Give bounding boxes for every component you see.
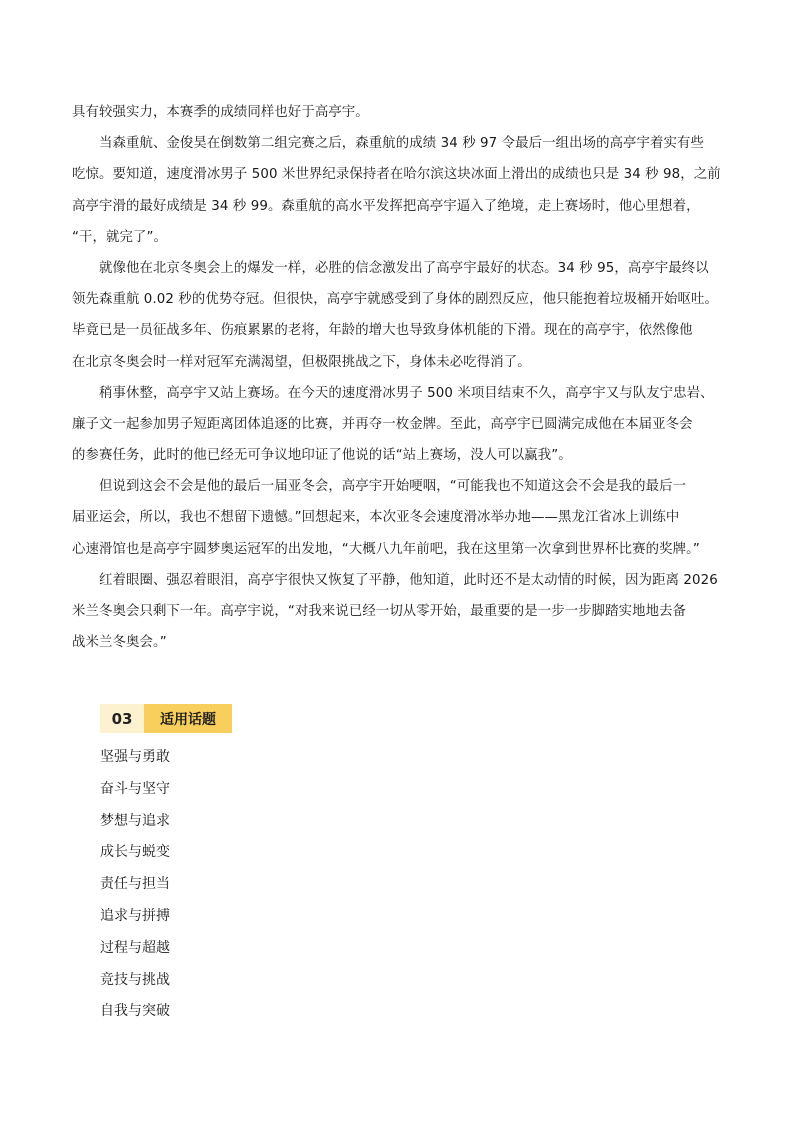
section-title: 适用话题 <box>144 704 232 733</box>
article-line: 心速滑馆也是高亭宇圆梦奥运冠军的出发地，“大概八九年前吧，我在这里第一次拿到世界杯比赛的奖牌。” <box>72 541 700 557</box>
topic-item: 梦想与追求 <box>100 812 170 829</box>
article-line: 高亭宇滑的最好成绩是 34 秒 99。森重航的高水平发挥把高亭宇逼入了绝境，走上赛场时，他心里想着， <box>72 198 700 214</box>
topic-item: 责任与担当 <box>100 876 170 893</box>
article-line: 届亚运会，所以，我也不想留下遗憾。”回想起来，本次亚冬会速度滑冰举办地——黑龙江省冰上训练中 <box>72 510 680 526</box>
article-line: 但说到这会不会是他的最后一届亚冬会，高亭宇开始哽咽，“可能我也不知道这会不会是我的最后一 <box>72 479 687 495</box>
topic-item: 奋斗与坚守 <box>100 780 170 797</box>
article-line: 廉子文一起参加男子短距离团体追逐的比赛，并再夺一枚金牌。至此，高亭宇已圆满完成他在本届亚冬会 <box>72 416 693 432</box>
article-line: 就像他在北京冬奥会上的爆发一样，必胜的信念激发出了高亭宇最好的状态。34 秒 95，高亭宇最终以 <box>72 260 709 276</box>
article-line: 具有较强实力，本赛季的成绩同样也好于高亭宇。 <box>72 105 369 120</box>
topic-item: 追求与拼搏 <box>100 907 170 924</box>
article-line: 毕竟已是一员征战多年、伤痕累累的老将，年龄的增大也导致身体机能的下滑。现在的高亭宇，依然像他 <box>72 323 693 339</box>
article-line: 的参赛任务，此时的他已经无可争议地印证了他说的话“站上赛场，没人可以赢我”。 <box>72 448 572 464</box>
topic-item: 过程与超越 <box>100 939 170 956</box>
topic-item: 坚强与勇敢 <box>100 749 170 765</box>
article-line: 红着眼圈、强忍着眼泪，高亭宇很快又恢复了平静，他知道，此时还不是太动情的时候，因为距离 2026 <box>72 572 718 588</box>
article-line: “干，就完了”。 <box>72 229 168 245</box>
topic-item: 自我与突破 <box>100 1003 170 1020</box>
article-line: 吃惊。要知道，速度滑冰男子 500 米世界纪录保持者在哈尔滨这块冰面上滑出的成绩也只是 34 秒 98，之前 <box>72 167 721 183</box>
article-line: 米兰冬奥会只剩下一年。高亭宇说，“对我来说已经一切从零开始，最重要的是一步一步脚踏实地地去备 <box>72 604 687 619</box>
article-line: 领先森重航 0.02 秒的优势夺冠。但很快，高亭宇就感受到了身体的剧烈反应，他只能抱着垃圾桶开始呕吐。 <box>72 292 719 308</box>
topic-item: 竞技与挑战 <box>100 971 170 988</box>
article-line: 战米兰冬奥会。” <box>72 635 167 651</box>
section-number: 03 <box>100 704 144 733</box>
article-line: 当森重航、金俊昊在倒数第二组完赛之后，森重航的成绩 34 秒 97 令最后一组出场的高亭宇着实有些 <box>72 136 704 152</box>
topic-list <box>100 742 170 1028</box>
article-line: 稍事休整，高亭宇又站上赛场。在今天的速度滑冰男子 500 米项目结束不久，高亭宇又与队友宁忠岩、 <box>72 385 714 401</box>
section-header <box>100 704 232 733</box>
topic-item: 成长与蜕变 <box>100 844 170 861</box>
article-body <box>72 97 722 658</box>
article-line: 在北京冬奥会时一样对冠军充满渴望，但极限挑战之下，身体未必吃得消了。 <box>72 354 531 370</box>
